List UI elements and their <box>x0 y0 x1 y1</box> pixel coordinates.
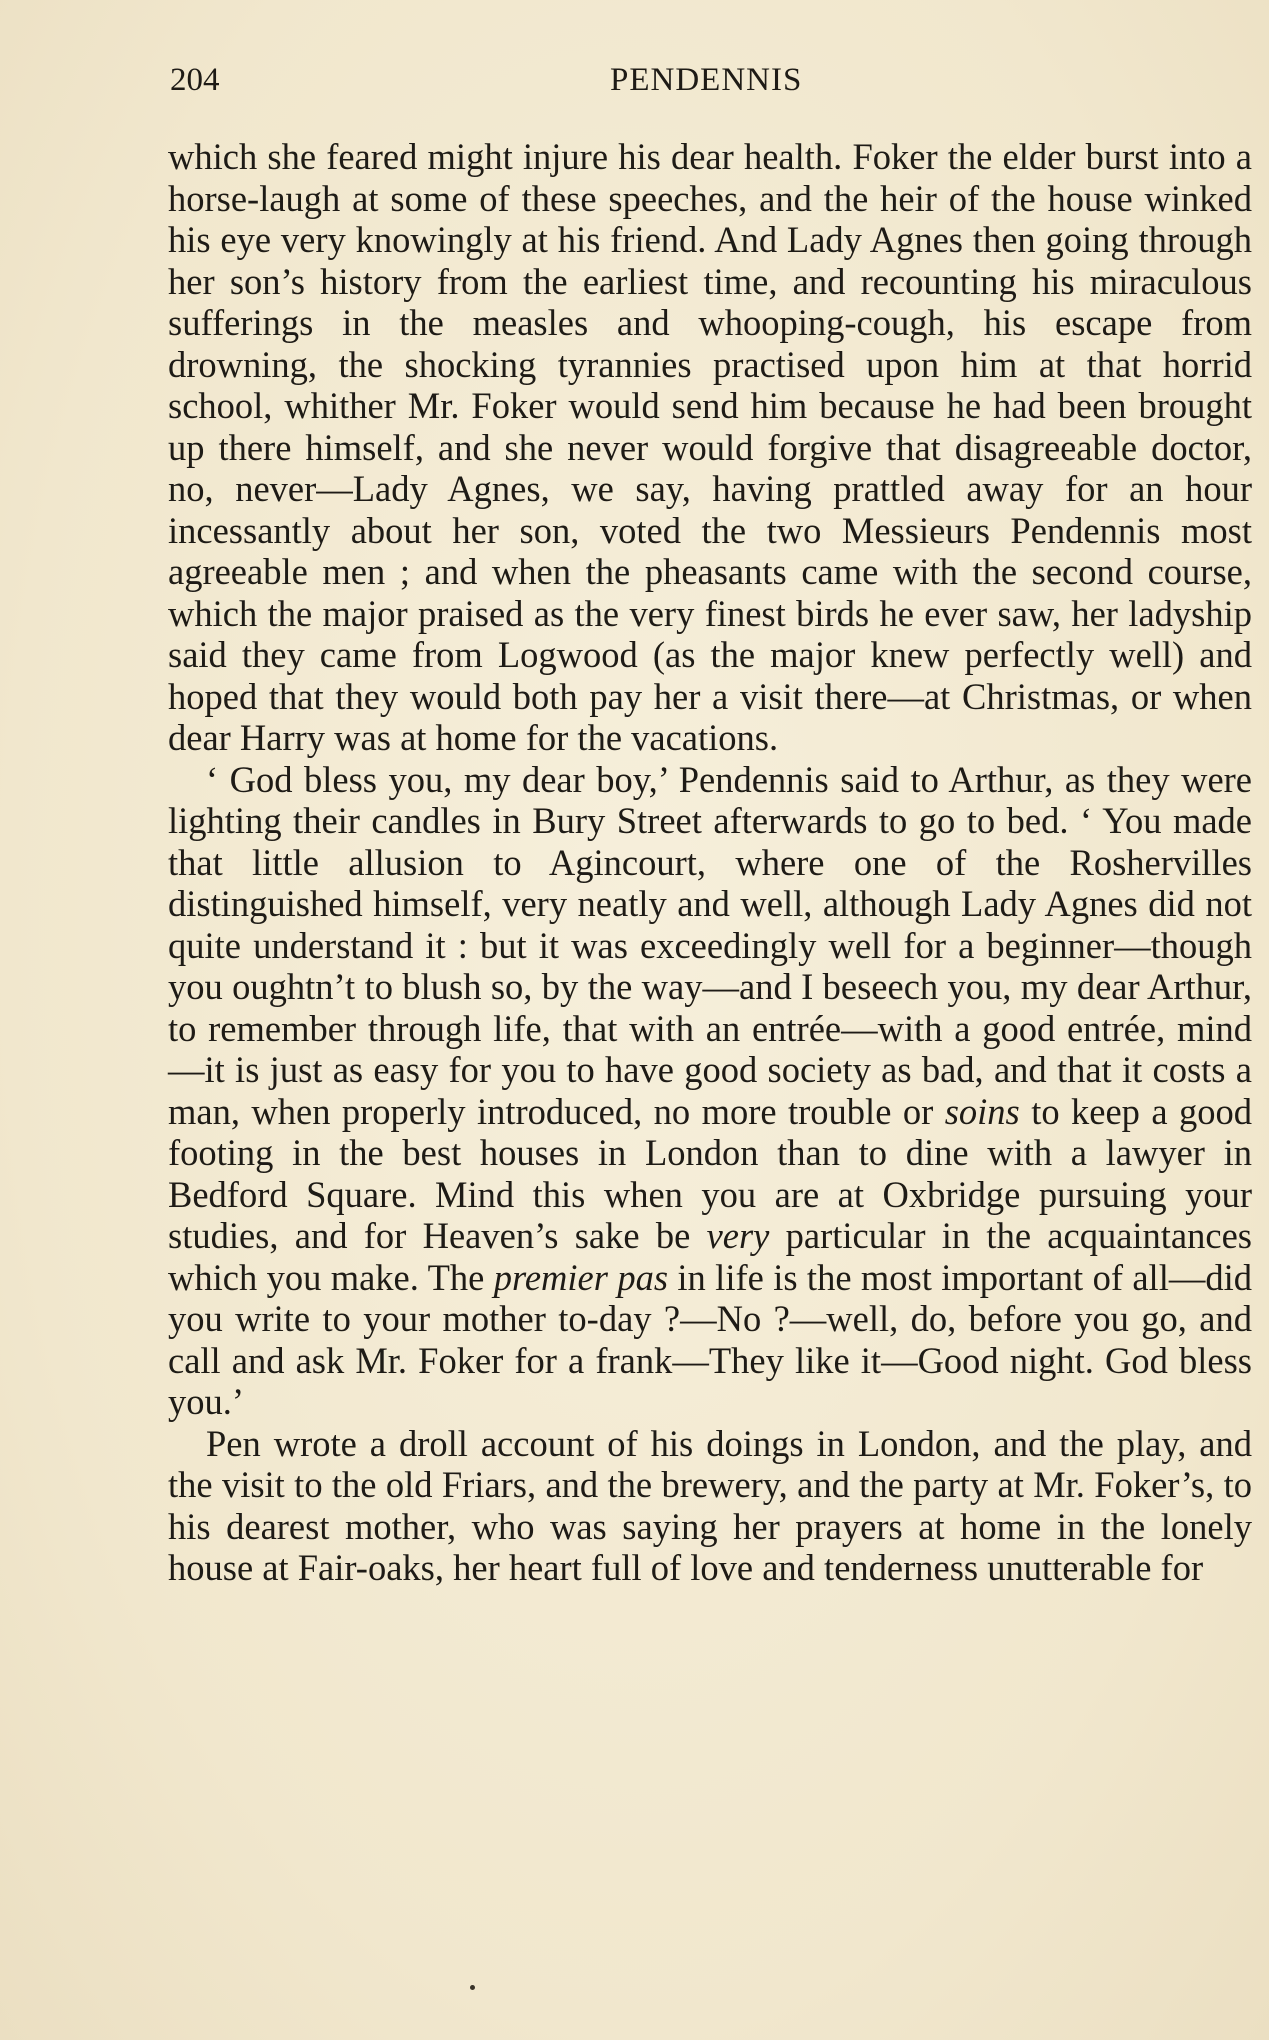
paragraph-text: ‘ God bless you, my dear boy,’ Pendennis said to Arthur, as they were lighting their candles in Bury Street afterwards to go to bed. ‘ You made that little allusion to Agincourt, where one of the Roshervilles distinguished himself, very neatly and well, although Lady Agnes did not quite understand it : but it was exceedingly well for a beginner—though you oughtn’t to blush so, by the way—and I beseech you, my dear Arthur, to remember through life, that with an entrée—with a good entrée, mind—it is just as easy for you to have good society as bad, and that it costs a man, when properly introduced, no more trouble or <box>168 758 1252 1132</box>
ink-speck <box>470 1985 475 1990</box>
paragraph-text: to keep a good footing in the best houses in London than to dine with a lawyer in Bedford Square. Mind this when you are at Oxbridge pursuing your studies, and for Heaven’s sake be <box>168 1090 1252 1256</box>
italic-phrase: premier pas <box>493 1256 669 1298</box>
italic-phrase: soins <box>944 1090 1020 1132</box>
paragraph-major-speech <box>168 759 1252 1423</box>
paragraph-continued <box>168 136 1252 759</box>
page-header <box>170 62 1250 112</box>
paragraph-pen-letter <box>168 1423 1252 1589</box>
paragraph-text: particular in the acquaintances which you make. The <box>168 1215 1252 1298</box>
paragraph-text: Pen wrote a droll account of his doings in London, and the play, and the visit to the old Friars, and the brewery, and the party at Mr. Foker’s, to his dearest mother, who was saying her prayers at home in the lonely house at Fair-oaks, her heart full of love and tenderness unutterable for <box>168 1422 1252 1588</box>
paragraph-text: which she feared might injure his dear health. Foker the elder burst into a horse-laugh at some of these speeches, and the heir of the house winked his eye very knowingly at his friend. And Lady Agnes then going through her son’s history from the earliest time, and recounting his miraculous sufferings in the measles and whooping-cough, his escape from drowning, the shocking tyrannies practised upon him at that horrid school, whither Mr. Foker would send him because he had been brought up there himself, and she never would forgive that disagreeable doctor, no, never—Lady Agnes, we say, having prattled away for an hour incessantly about her son, voted the two Messieurs Pendennis most agreeable men ; and when the pheasants came with the second course, which the major praised as the very finest birds he ever saw, her ladyship said they came from Logwood (as the major knew perfectly well) and hoped that they would both pay her a visit there—at Christmas, or when dear Harry was at home for the vacations. <box>168 136 1252 758</box>
italic-phrase: very <box>706 1215 770 1256</box>
paragraph-text: in life is the most important of all—did you write to your mother to-day ?—No ?—well, do, before you go, and call and ask Mr. Foker for a frank—They like it—Good night. God bless you.’ <box>168 1256 1252 1422</box>
running-title: PENDENNIS <box>610 62 803 98</box>
page-number: 204 <box>170 62 220 98</box>
body-text <box>168 136 1252 1589</box>
